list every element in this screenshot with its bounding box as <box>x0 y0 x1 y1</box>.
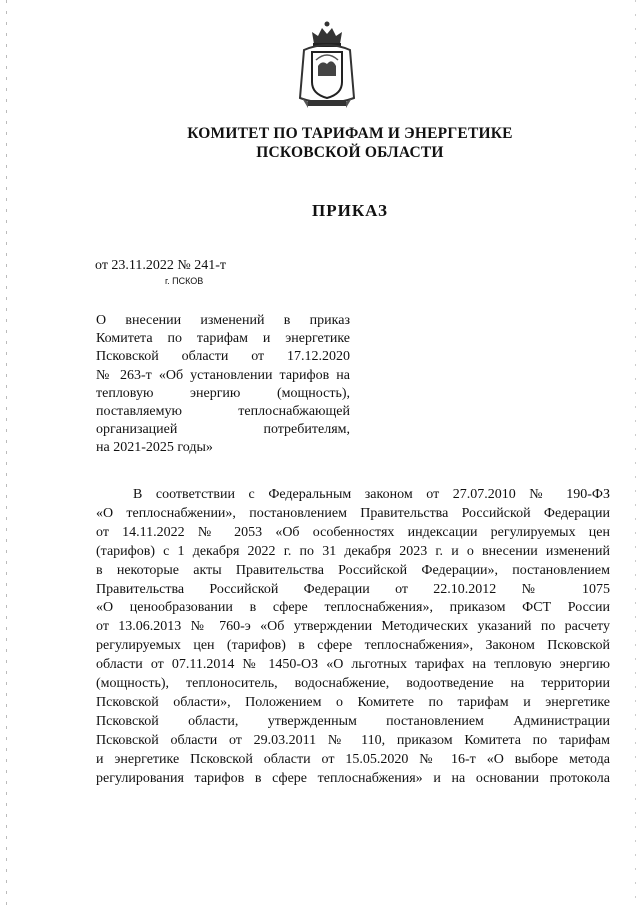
subject-line: на 2021-2025 годы» <box>96 440 213 456</box>
body-line: регулируемых цен (тарифов) в сфере теплоснабжения», Законом Псковской <box>96 638 610 654</box>
body-line: Псковской области», Положением о Комитете по тарифам и энергетике <box>96 694 610 710</box>
body-line: В соответствии с Федеральным законом от 27.07.2010 № 190-ФЗ <box>133 487 610 502</box>
body-line: (мощность), теплоноситель, водоснабжение, водоотведение на территории <box>96 676 610 692</box>
body-text <box>96 486 610 789</box>
subject-line: поставляемую теплоснабжающей <box>96 404 350 420</box>
subject-line: О внесении изменений в приказ <box>96 313 350 328</box>
subject-line: Комитета по тарифам и энергетике <box>96 331 350 347</box>
date-and-number: от 23.11.2022 № 241-т <box>95 258 227 273</box>
body-line: «О теплоснабжении», постановлением Правительства Российской Федерации <box>96 505 610 521</box>
body-line: области от 07.11.2014 № 1450-ОЗ «О льготных тарифах на тепловую энергию <box>96 657 610 673</box>
body-line: Правительства Российской Федерации от 22.10.2012 № 1075 <box>96 581 610 597</box>
scan-edge-right <box>635 0 636 905</box>
body-line: от 14.11.2022 № 2053 «Об особенностях индексации регулируемых цен <box>96 524 610 540</box>
subject-line: № 263-т «Об установлении тарифов на <box>96 367 350 383</box>
body-line: Псковской области, утвержденным постановлением Администрации <box>96 713 610 729</box>
subject-line: Псковской области от 17.12.2020 <box>96 349 350 365</box>
body-line: (тарифов) с 1 декабря 2022 г. по 31 декабря 2023 г. и о внесении изменений <box>96 543 610 559</box>
org-name-line2: ПСКОВСКОЙ ОБЛАСТИ <box>256 144 444 161</box>
subject-line: тепловую энергию (мощность), <box>96 385 350 401</box>
org-name-line1: КОМИТЕТ ПО ТАРИФАМ И ЭНЕРГЕТИКЕ <box>187 125 513 142</box>
pskov-coat-of-arms-icon <box>296 20 358 112</box>
body-line: в некоторые акты Правительства Российской Федерации», постановлением <box>96 562 610 578</box>
subject-block <box>96 312 350 458</box>
body-line: Псковской области от 29.03.2011 № 110, приказом Комитета по тарифам <box>96 732 610 748</box>
city-label: г. ПСКОВ <box>165 276 204 286</box>
document-type-title: ПРИКАЗ <box>312 201 388 220</box>
body-line: от 13.06.2013 № 760-э «Об утверждении Методических указаний по расчету <box>96 619 610 635</box>
body-line: и энергетике Псковской области от 15.05.2020 № 16-т «О выборе метода <box>96 751 610 767</box>
body-line: регулирования тарифов в сфере теплоснабжения» и на основании протокола <box>96 770 610 786</box>
body-line: «О ценообразовании в сфере теплоснабжения», приказом ФСТ России <box>96 600 610 616</box>
subject-line: организацией потребителям, <box>96 422 350 438</box>
scan-edge-left <box>6 0 7 905</box>
